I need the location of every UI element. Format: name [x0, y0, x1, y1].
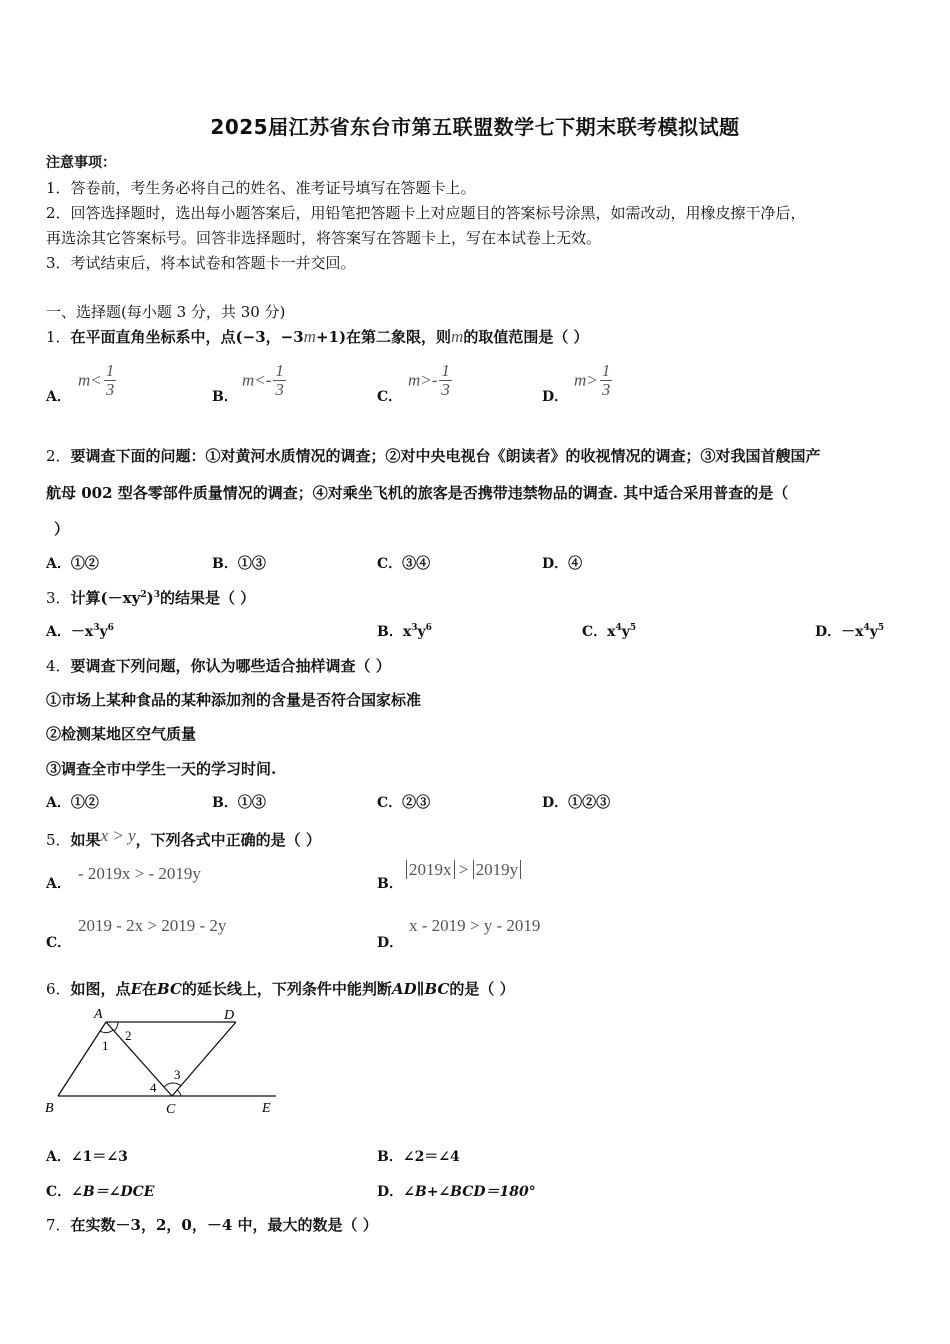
notice-item-3: 3．考试结束后，将本试卷和答题卡一并交回。 — [46, 254, 356, 272]
question-4-stem — [46, 655, 391, 676]
q6-text-b: 在 — [142, 980, 158, 998]
q6-text-c: 的延长线上，下列条件中能判断 — [181, 980, 392, 998]
q1-option-d-text: m> — [574, 370, 598, 390]
exponent: 3 — [93, 623, 100, 633]
section-heading: 一、选择题(每小题 3 分，共 30 分) — [46, 303, 286, 321]
label-point-e: E — [262, 1101, 271, 1116]
q3-text-a: 计算(－xy — [70, 589, 141, 607]
exponent: 2 — [140, 590, 147, 600]
term: y — [869, 624, 878, 640]
denominator: 3 — [105, 380, 115, 399]
notice-item-2b: 再选涂其它答案标号。回答非选择题时，将答案写在答题卡上，写在本试卷上无效。 — [46, 229, 602, 247]
segment-ac — [106, 1022, 172, 1096]
exponent: 6 — [425, 623, 432, 633]
q6-figure — [40, 1002, 290, 1120]
exponent: 4 — [615, 623, 622, 633]
q1-option-d — [574, 362, 612, 399]
abs-value-right: 2019y — [473, 860, 522, 879]
notice-item-1: 1．答卷前，考生务必将自己的姓名、准考证号填写在答题卡上。 — [46, 179, 476, 197]
q4-item-3: ③调查全市中学生一天的学习时间. — [46, 760, 277, 778]
notice-heading: 注意事项： — [46, 155, 116, 171]
q3-text-b: ) — [146, 589, 154, 607]
q1-stem-b: +1)在第二象限，则 — [315, 328, 452, 346]
option-label-a: A． — [46, 389, 71, 405]
term: y — [99, 624, 108, 640]
question-number: 1． — [46, 328, 71, 346]
numerator: 1 — [441, 361, 450, 380]
question-6-stem — [46, 978, 515, 999]
q6-option-c — [46, 1181, 154, 1201]
q2-text: 要调查下面的问题：①对黄河水质情况的调查；②对中央电视台《朗读者》的收视情况的调查；③对我国首艘国产 — [70, 447, 821, 465]
q4-option-c: C．②③ — [377, 795, 431, 811]
q6-point-e: E — [130, 980, 142, 998]
question-number: 5． — [46, 831, 71, 849]
q3-option-a — [46, 621, 114, 641]
exponent: 6 — [107, 623, 114, 633]
numerator: 1 — [105, 361, 115, 380]
option-label-c: C． — [46, 935, 72, 951]
q6-text-a: 如图，点 — [70, 980, 131, 998]
angle-arc-1 — [100, 1030, 113, 1033]
option-label: B． — [377, 624, 403, 640]
q5-option-b — [406, 860, 521, 880]
question-number: 4． — [46, 657, 71, 675]
label-angle-2: 2 — [125, 1028, 132, 1043]
option-label-d: D． — [377, 935, 404, 951]
q4-item-2: ②检测某地区空气质量 — [46, 725, 197, 743]
question-1-stem — [46, 326, 589, 347]
q5-option-d: x - 2019 > y - 2019 — [409, 916, 541, 935]
exponent: 4 — [863, 623, 870, 633]
label-point-a: A — [94, 1007, 103, 1022]
exponent: 3 — [153, 590, 160, 600]
q4-option-b: B．①③ — [212, 795, 266, 811]
option-label: D．∠ — [377, 1184, 415, 1200]
q1-option-a — [78, 362, 116, 399]
page-title: 2025届江苏省东台市第五联盟数学七下期末联考模拟试题 — [210, 115, 740, 139]
option-label: C．∠ — [46, 1184, 83, 1200]
option-label-b: B． — [212, 389, 238, 405]
q4-text: 要调查下列问题，你认为哪些适合抽样调查（ ） — [70, 657, 391, 675]
q5-option-a: - 2019x > - 2019y — [78, 864, 201, 883]
q3-option-d — [815, 621, 884, 641]
numerator: 1 — [601, 361, 611, 380]
fraction — [104, 362, 117, 399]
fraction — [439, 362, 452, 399]
option-label-a: A． — [46, 876, 71, 892]
q3-text-c: 的结果是（ ） — [159, 589, 256, 607]
question-number: 7． — [46, 1216, 71, 1234]
greater-than: > — [458, 860, 469, 879]
q6-text-d: 的是（ ） — [449, 980, 515, 998]
q1-stem-a: 在平面直角坐标系中，点(−3，−3 — [70, 328, 304, 346]
q6-option-a: A．∠1＝∠3 — [46, 1149, 128, 1165]
q1-option-a-text: m< — [78, 370, 102, 390]
q1-option-c-text: m>- — [408, 370, 438, 390]
label-point-c: C — [166, 1102, 176, 1117]
q4-option-d: D．①②③ — [542, 795, 611, 811]
denominator: 3 — [275, 380, 284, 399]
term: x — [402, 624, 412, 640]
label-point-d: D — [224, 1008, 235, 1023]
q3-option-b — [377, 621, 432, 641]
q1-option-c — [408, 362, 452, 399]
option-label-d: D． — [542, 389, 569, 405]
question-7-stem — [46, 1214, 378, 1235]
label-point-b: B — [45, 1101, 54, 1116]
question-2-line2: 航母 002 型各零部件质量情况的调查；④对乘坐飞机的旅客是否携带违禁物品的调查. 其中适合采用普查的是（ — [46, 484, 789, 502]
q6-option-b: B．∠2＝∠4 — [377, 1149, 460, 1165]
q3-option-c — [582, 621, 636, 641]
q1-option-b-text: m<- — [242, 370, 272, 390]
denominator: 3 — [601, 380, 611, 399]
q2-option-b: B．①③ — [212, 556, 266, 572]
question-2-line3: ） — [54, 520, 70, 538]
segment-ab — [58, 1022, 106, 1096]
q5-condition: x > y — [100, 826, 136, 845]
numerator: 1 — [275, 361, 284, 380]
fraction — [600, 362, 613, 399]
question-number: 3． — [46, 589, 71, 607]
q1-var-m: m — [303, 327, 316, 346]
question-3-stem — [46, 587, 255, 608]
label-angle-3: 3 — [174, 1067, 181, 1082]
fraction — [273, 362, 286, 399]
question-5-stem — [46, 826, 321, 850]
notice-item-2a: 2．回答选择题时，选出每小题答案后，用铅笔把答题卡上对应题目的答案标号涂黑，如需改动，用橡皮擦干净后， — [46, 204, 806, 222]
exponent: 5 — [629, 623, 637, 633]
abs-value-left: 2019x — [406, 860, 455, 879]
question-number: 6． — [46, 980, 71, 998]
q2-option-c: C．③④ — [377, 556, 431, 572]
q4-option-a: A．①② — [46, 795, 99, 811]
question-2-line1 — [46, 445, 821, 466]
angle-arc-4 — [164, 1083, 181, 1087]
label-angle-4: 4 — [150, 1080, 157, 1095]
term: y — [417, 624, 426, 640]
q1-var-m2: m — [451, 327, 464, 346]
q6-segment-bc: BC — [157, 980, 182, 998]
term: －x — [70, 624, 94, 640]
angle-arc-3 — [177, 1090, 181, 1096]
term: x — [607, 624, 616, 640]
option-expression: B＝∠DCE — [82, 1184, 155, 1200]
label-angle-1: 1 — [102, 1038, 109, 1053]
q2-option-a: A．①② — [46, 556, 99, 572]
option-label: D． — [815, 624, 842, 640]
question-number: 2． — [46, 447, 71, 465]
q1-stem-c: 的取值范围是（ ） — [463, 328, 589, 346]
q6-option-d — [377, 1181, 536, 1201]
q2-option-d: D．④ — [542, 556, 583, 572]
denominator: 3 — [441, 380, 450, 399]
angle-arc-2 — [114, 1022, 118, 1031]
exponent: 3 — [411, 623, 418, 633]
q5-text-b: ，下列各式中正确的是（ ） — [135, 831, 321, 849]
q5-option-c: 2019 - 2x > 2019 - 2y — [78, 916, 227, 935]
option-label: C． — [582, 624, 608, 640]
q4-item-1: ①市场上某种食品的某种添加剂的含量是否符合国家标准 — [46, 691, 422, 709]
option-expression: B+∠BCD＝180° — [414, 1184, 536, 1200]
exponent: 5 — [877, 623, 885, 633]
segment-dc — [172, 1022, 236, 1096]
q1-option-b — [242, 362, 286, 399]
q6-parallel: AD∥BC — [391, 980, 450, 998]
term: －x — [841, 624, 864, 640]
term: y — [621, 624, 630, 640]
option-label-c: C． — [377, 389, 403, 405]
q5-text-a: 如果 — [70, 831, 101, 849]
option-label: A． — [46, 624, 71, 640]
q7-text: 在实数－3，2，0，－4 中，最大的数是（ ） — [70, 1216, 378, 1234]
option-label-b: B． — [377, 876, 403, 892]
